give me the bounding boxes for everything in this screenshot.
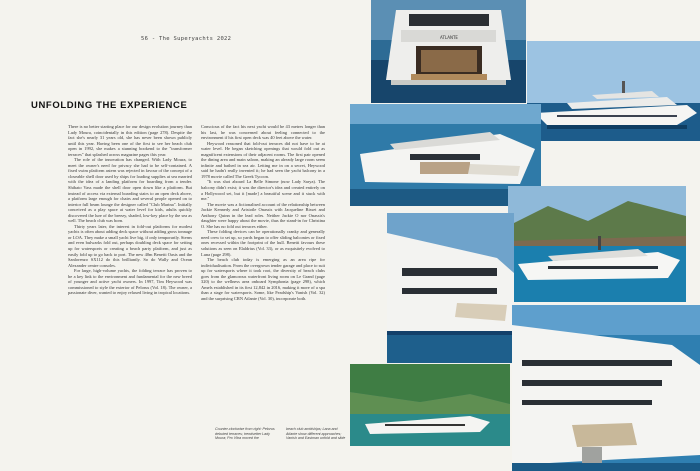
photo-yacht-stern-beach-club (371, 0, 526, 103)
paragraph: For large, high-volume yachts, the folding terrace has proven to be a key link to the environment and fundamental for the new breed of younger and active yacht owners. In 1997, Tim Heywood was commissioned to style the exterior of Pelorus (Vol. 18). The owner, a passionate diver, wanted to enjoy relaxed living in tropical locations. (68, 268, 192, 296)
text-column-1 (68, 124, 192, 374)
paragraph: Heywood reasoned that fold-out terraces did not have to be at water level. He began sketching openings that would fold out as magnificent extensions of their adjacent rooms. The first pair opened the dining area and main saloon, making an already large room seem infinite and bathed in sea air. Letting me in on a secret, Heywood said he hadn't really invented it; he had seen the yacht balcony in a 1978 movie called The Greek Tycoon. (201, 140, 325, 179)
paragraph: Thirty years later, the interest in fold-out platforms for modest yachts is often about adding deck space without adding gross tonnage or LOA. They make a small yacht live big, if only temporarily. Sterns and even bulwarks fold out, perhaps doubling deck space for setting up for watersports or creating a beach party platform, and just as easily fold up to go back to port. The new 40m Benetti Oasis and the Sanlorenzo SX112 do this brilliantly. So do Wally and Ocean Alexander centre consoles. (68, 223, 192, 268)
section-heading: UNFOLDING THE EXPERIENCE (31, 100, 188, 111)
paragraph: There is no better starting place for our design evolution journey than Lady Moura, coincidentally in this edition (page 278). Despite the fact she's nearly 31 years old, she has never been shown publicly until this year. Having been one of the first to see her beach club open in 1992, she makes a stunning bookend to the "transformer terraces" that splashed across magazine pages this year. (68, 124, 192, 157)
photo-yacht-near-coast (508, 186, 686, 302)
page-header: 56 - The Superyachts 2022 (141, 36, 232, 42)
photo-yacht-bow-closeup (512, 305, 700, 471)
photo-yacht-foldout-platform (387, 213, 514, 363)
paragraph: Conscious of the fact his next yacht would be 43 metres longer than his last, he was concerned about feeling connected to the environment if his first open deck was 40 feet above the water. (201, 124, 325, 141)
photo-large-yacht-at-sea (527, 41, 700, 141)
photo-caption-left: Counter-clockwise from right: Pelorus debuted terraces; trendsetter Lady Moura; Pro Vitra moved the (215, 427, 275, 441)
photo-yacht-island (350, 364, 510, 446)
svg-text:ATLANTE: ATLANTE (440, 35, 458, 40)
text-column-2 (201, 124, 325, 442)
paragraph: The beach club today is emerging as an area ripe for individualisation. From the overgrown tender garage and place to suit up for watersports where it took root, the diversity of beach clubs goes from the glamorous waterfront living room on Le Grand (page 320) to the wellness area onboard Symphonia (page 298), which Amels established in its first 12,842 in 2016, making it more of a spa than a stage for watersports. Some, like Feadship's Vanish (Vol. 32) and the surprising CRN Atlante (Vol. 30), incorporate both. (201, 257, 325, 301)
photo-caption-right: beach club amidships; Lana and Atlante show different approaches; Vanish and Eastman unfold and slide (286, 427, 346, 441)
paragraph: These folding devices can be operationally cranky and generally need crew to set up, so yards began to offer sliding balconies or fixed ones recessed within the footprint of the hull. Benetti favours these solutions as seen on Elaldrius (Vol. 33), or as exquisitely evolved to Luna (page 298). (201, 229, 325, 257)
paragraph: The movie was a fictionalised account of the relationship between Jackie Kennedy and Aristotle Onassis with Jacqueline Bisset and Anthony Quinn in the lead roles. Neither Jackie O nor Onassis's daughter were happy about the movie, thus the stand-in for Christina O. She has no fold out terraces either. (201, 201, 325, 229)
paragraph: "It was shot aboard La Belle Simone (now Lady Sarya). The balcony didn't exist; it was the director's idea and created entirely on a Hollywood set, but it [made] a beautiful scene and it stuck with me." (201, 179, 325, 202)
paragraph: The role of the innovation has changed. With Lady Moura, to meet the owner's need for privacy she had to be self-contained. A fixed swim platform astern was rejected in favour of the concept of a closeable shell door used by ships for loading supplies at sea married with the idea of a landing platform for boarding from a tender. Shibato Vass made the shell door open down like a platform. But instead of access via external boarding stairs to an open deck above, a platform large enough for chairs and several people opened on to interior full beam lounge the designer called "Club Marina". Initially conceived as a play space at water level for kids, adults quickly discovered the lure of the breezy, shaded, low-key place by the sea as well. The beach club was born. (68, 157, 192, 224)
